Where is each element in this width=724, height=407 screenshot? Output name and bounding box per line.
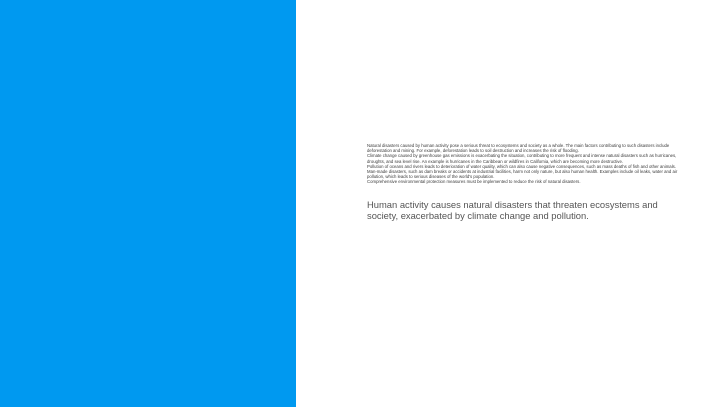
- source-paragraph: Pollution of oceans and rivers leads to deterioration of water quality, which can also cause negative consequences, such as mass deaths of fish and other animals.: [367, 163, 676, 169]
- summary-text: Human activity causes natural disasters that threaten ecosystems and society, exacerbated by climate change and pollution.: [367, 198, 658, 222]
- source-paragraph: Climate change caused by greenhouse gas emissions is exacerbating the situation, contributing to more frequent and intense natural disasters such as hurricanes, droughts, and sea level rise. An example is hurricanes in the Caribbean or wildfires in California, which are becoming more destructive.: [367, 153, 677, 164]
- source-paragraph: Comprehensive environmental protection measures must be implemented to reduce the risk of natural disasters.: [367, 179, 581, 185]
- text-content: [367, 143, 687, 222]
- source-paragraph: Man-made disasters, such as dam breaks or accidents at industrial facilities, harm not only nature, but also human health. Examples include oil leaks, water and air pollution, which leads to serious diseases of the world's population.: [367, 169, 678, 180]
- blue-side-panel: [0, 0, 296, 407]
- source-text-block: [367, 143, 687, 185]
- source-paragraph: Natural disasters caused by human activity pose a serious threat to ecosystems and society as a whole. The main factors contributing to such disasters include deforestation and mining. For example, deforestation leads to soil destruction and increases the risk of flooding.: [367, 143, 670, 154]
